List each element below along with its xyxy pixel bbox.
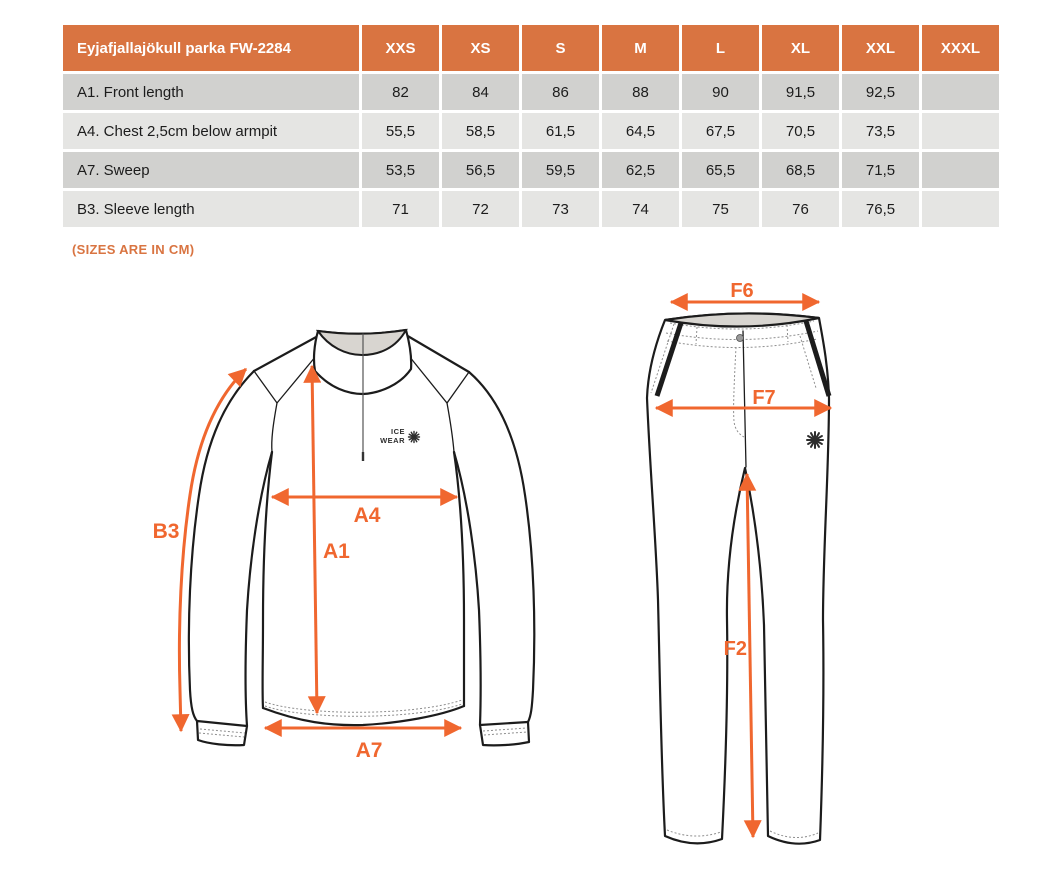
jacket-right-yoke-seam: [409, 356, 469, 403]
jacket-left-raglan-seam: [272, 403, 277, 452]
size-value-cell: 56,5: [442, 152, 519, 188]
measurement-row-label: A7. Sweep: [63, 152, 359, 188]
size-value-cell: 58,5: [442, 113, 519, 149]
a1-label: A1: [323, 540, 350, 563]
size-value-cell: 59,5: [522, 152, 599, 188]
size-value-cell: 70,5: [762, 113, 839, 149]
f2-label: F2: [723, 638, 747, 660]
size-value-cell: 86: [522, 74, 599, 110]
size-value-cell: 62,5: [602, 152, 679, 188]
size-value-cell: 55,5: [362, 113, 439, 149]
size-value-cell: 92,5: [842, 74, 919, 110]
size-value-cell: 76,5: [842, 191, 919, 227]
size-value-cell: 75: [682, 191, 759, 227]
size-value-cell: 74: [602, 191, 679, 227]
size-column-header: XXXL: [922, 25, 999, 71]
size-value-cell: 88: [602, 74, 679, 110]
jacket-measure-arrows: [153, 366, 461, 762]
size-column-header: XS: [442, 25, 519, 71]
a7-label: A7: [355, 739, 383, 762]
jacket-body-left: [263, 452, 272, 708]
logo-text-line2: WEAR: [380, 436, 405, 445]
size-value-cell: 84: [442, 74, 519, 110]
measurement-row-label: A1. Front length: [63, 74, 359, 110]
size-value-cell: 68,5: [762, 152, 839, 188]
size-value-cell: 61,5: [522, 113, 599, 149]
measurement-row-label: B3. Sleeve length: [63, 191, 359, 227]
a4-label: A4: [353, 504, 381, 527]
size-value-cell: 91,5: [762, 74, 839, 110]
jacket-left-yoke-seam: [254, 356, 316, 403]
size-value-cell: 73: [522, 191, 599, 227]
product-title: Eyjafjallajökull parka FW-2284: [63, 25, 359, 71]
size-column-header: S: [522, 25, 599, 71]
sizes-unit-note: (SIZES ARE IN CM): [72, 242, 195, 257]
size-value-cell: 72: [442, 191, 519, 227]
snowflake-icon: [409, 432, 420, 443]
size-column-header: XXS: [362, 25, 439, 71]
jacket-hem: [263, 706, 464, 725]
pants-silhouette: [647, 313, 829, 843]
f6-label: F6: [730, 280, 754, 302]
size-column-header: XXL: [842, 25, 919, 71]
jacket-right-raglan-seam: [447, 403, 454, 452]
size-column-header: M: [602, 25, 679, 71]
jacket-left-sleeve: [189, 371, 254, 721]
size-column-header: L: [682, 25, 759, 71]
size-value-cell: 76: [762, 191, 839, 227]
size-column-header: XL: [762, 25, 839, 71]
jacket-right-shoulder-seam: [406, 335, 469, 372]
size-value-cell: 64,5: [602, 113, 679, 149]
size-value-cell: 65,5: [682, 152, 759, 188]
jacket-diagram: [189, 330, 534, 745]
waist-button: [737, 335, 744, 342]
b3-label: B3: [152, 520, 180, 543]
logo-text-line1: ICE: [390, 427, 405, 436]
f2-arrow: [747, 474, 753, 837]
size-value-cell: 73,5: [842, 113, 919, 149]
icewear-logo: [380, 427, 419, 445]
size-value-cell: 71,5: [842, 152, 919, 188]
size-value-cell: 67,5: [682, 113, 759, 149]
jacket-right-sleeve: [469, 372, 534, 722]
size-value-cell: 82: [362, 74, 439, 110]
a1-arrow: [312, 366, 317, 713]
size-value-cell: 53,5: [362, 152, 439, 188]
size-value-cell: 71: [362, 191, 439, 227]
f7-label: F7: [752, 387, 776, 409]
measurement-row-label: A4. Chest 2,5cm below armpit: [63, 113, 359, 149]
size-value-cell: 90: [682, 74, 759, 110]
pants-diagram: [647, 313, 829, 843]
